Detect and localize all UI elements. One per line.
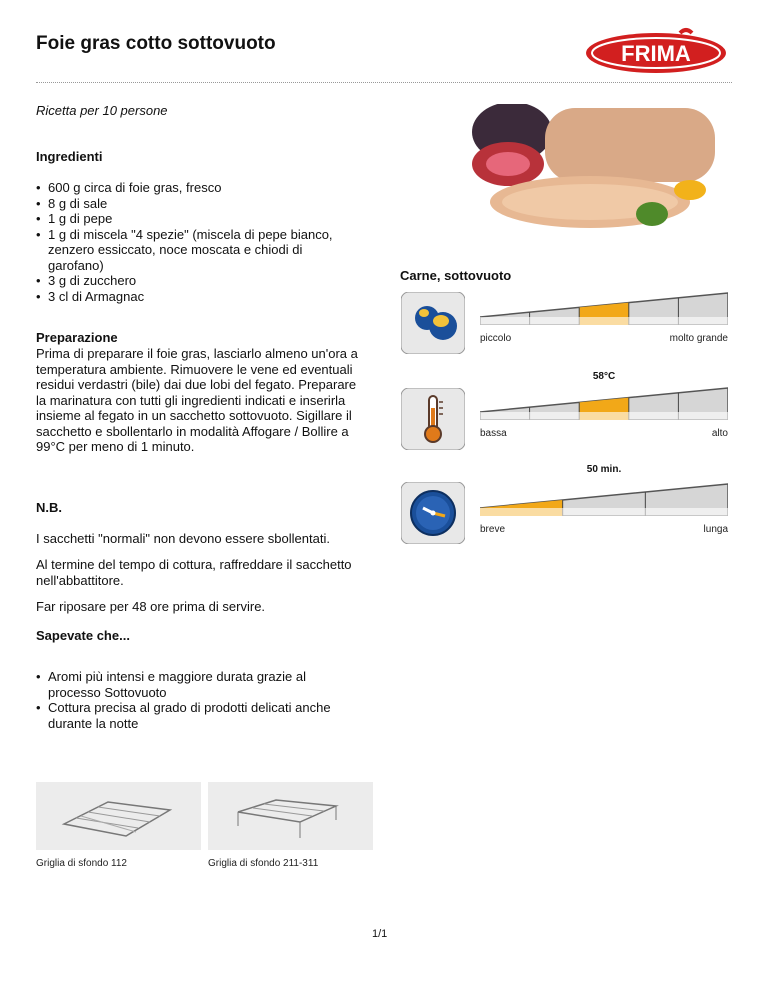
temperature-max-label: alto — [711, 428, 728, 439]
list-item: • 8 g di sale — [36, 196, 336, 212]
food-pieces-icon — [401, 292, 465, 354]
accessory-caption: Griglia di sfondo 112 — [36, 858, 127, 869]
time-max-label: lunga — [703, 524, 728, 535]
note-paragraph: Al termine del tempo di cottura, raffreddare il sacchetto nell'abbattitore. — [36, 557, 352, 588]
header-divider — [36, 82, 732, 83]
did-you-know-list — [36, 669, 336, 731]
list-item: • 600 g circa di foie gras, fresco — [36, 180, 336, 196]
preparation-text: Prima di preparare il foie gras, lasciarlo almeno un'ora a temperatura ambiente. Rimuovere le vene ed eventuali residui verdastri (bile) dai due lobi del fegato. Preparare la marinatura con tutti gli ingredienti indicati e inserirla insieme al fegato in un sacchetto sottovuoto. Sigillare il sacchetto e sbollentarlo in modalità Affogare / Bollire a 99°C per meno di 1 minuto. — [36, 346, 358, 454]
page-number: 1/1 — [372, 928, 388, 940]
did-you-know-heading: Sapevate che... — [36, 628, 130, 643]
list-item: • Aromi più intensi e maggiore durata grazie al processo Sottovuoto — [36, 669, 336, 700]
list-item: • 1 g di pepe — [36, 211, 336, 227]
list-item: • Cottura precisa al grado di prodotti delicati anche durante la notte — [36, 700, 336, 731]
ingredients-heading: Ingredienti — [36, 149, 103, 164]
note-paragraph: I sacchetti "normali" non devono essere sbollentati. — [36, 531, 330, 546]
time-bar — [480, 482, 728, 516]
notes-heading: N.B. — [36, 500, 62, 515]
frima-logo — [584, 26, 728, 76]
size-scale — [480, 291, 728, 344]
ingredients-list — [36, 180, 336, 304]
servings: Ricetta per 10 persone — [36, 103, 168, 118]
thermometer-icon — [401, 388, 465, 450]
size-max-label: molto grande — [669, 333, 728, 344]
list-item: • 3 g di zucchero — [36, 273, 336, 289]
foie-gras-photo — [400, 104, 732, 242]
page-title: Foie gras cotto sottovuoto — [36, 33, 276, 54]
preparation-heading: Preparazione — [36, 330, 118, 345]
size-bar — [480, 291, 728, 325]
category-title: Carne, sottovuoto — [400, 268, 512, 283]
temperature-scale — [480, 386, 728, 439]
note-paragraph: Far riposare per 48 ore prima di servire. — [36, 599, 266, 614]
accessory-image-grid — [36, 782, 201, 850]
temperature-bar-shine — [480, 412, 728, 420]
temperature-value: 58°C — [592, 371, 616, 382]
temperature-bar — [480, 386, 728, 420]
time-scale — [480, 482, 728, 535]
clock-icon — [401, 482, 465, 544]
accessory-image-grid-tall — [208, 782, 373, 850]
temperature-min-label: bassa — [480, 428, 507, 439]
time-min-label: breve — [480, 524, 506, 535]
list-item: • 1 g di miscela "4 spezie" (miscela di pepe bianco, zenzero essiccato, noce moscata e chiodi di garofano) — [36, 227, 336, 274]
time-bar-shine — [480, 508, 728, 516]
list-item: • 3 cl di Armagnac — [36, 289, 336, 305]
accessory-caption: Griglia di sfondo 211-311 — [208, 858, 319, 869]
size-min-label: piccolo — [480, 333, 512, 344]
logo-text: FRIMA — [621, 41, 691, 66]
time-value: 50 min. — [586, 464, 622, 475]
size-bar-shine — [480, 317, 728, 325]
